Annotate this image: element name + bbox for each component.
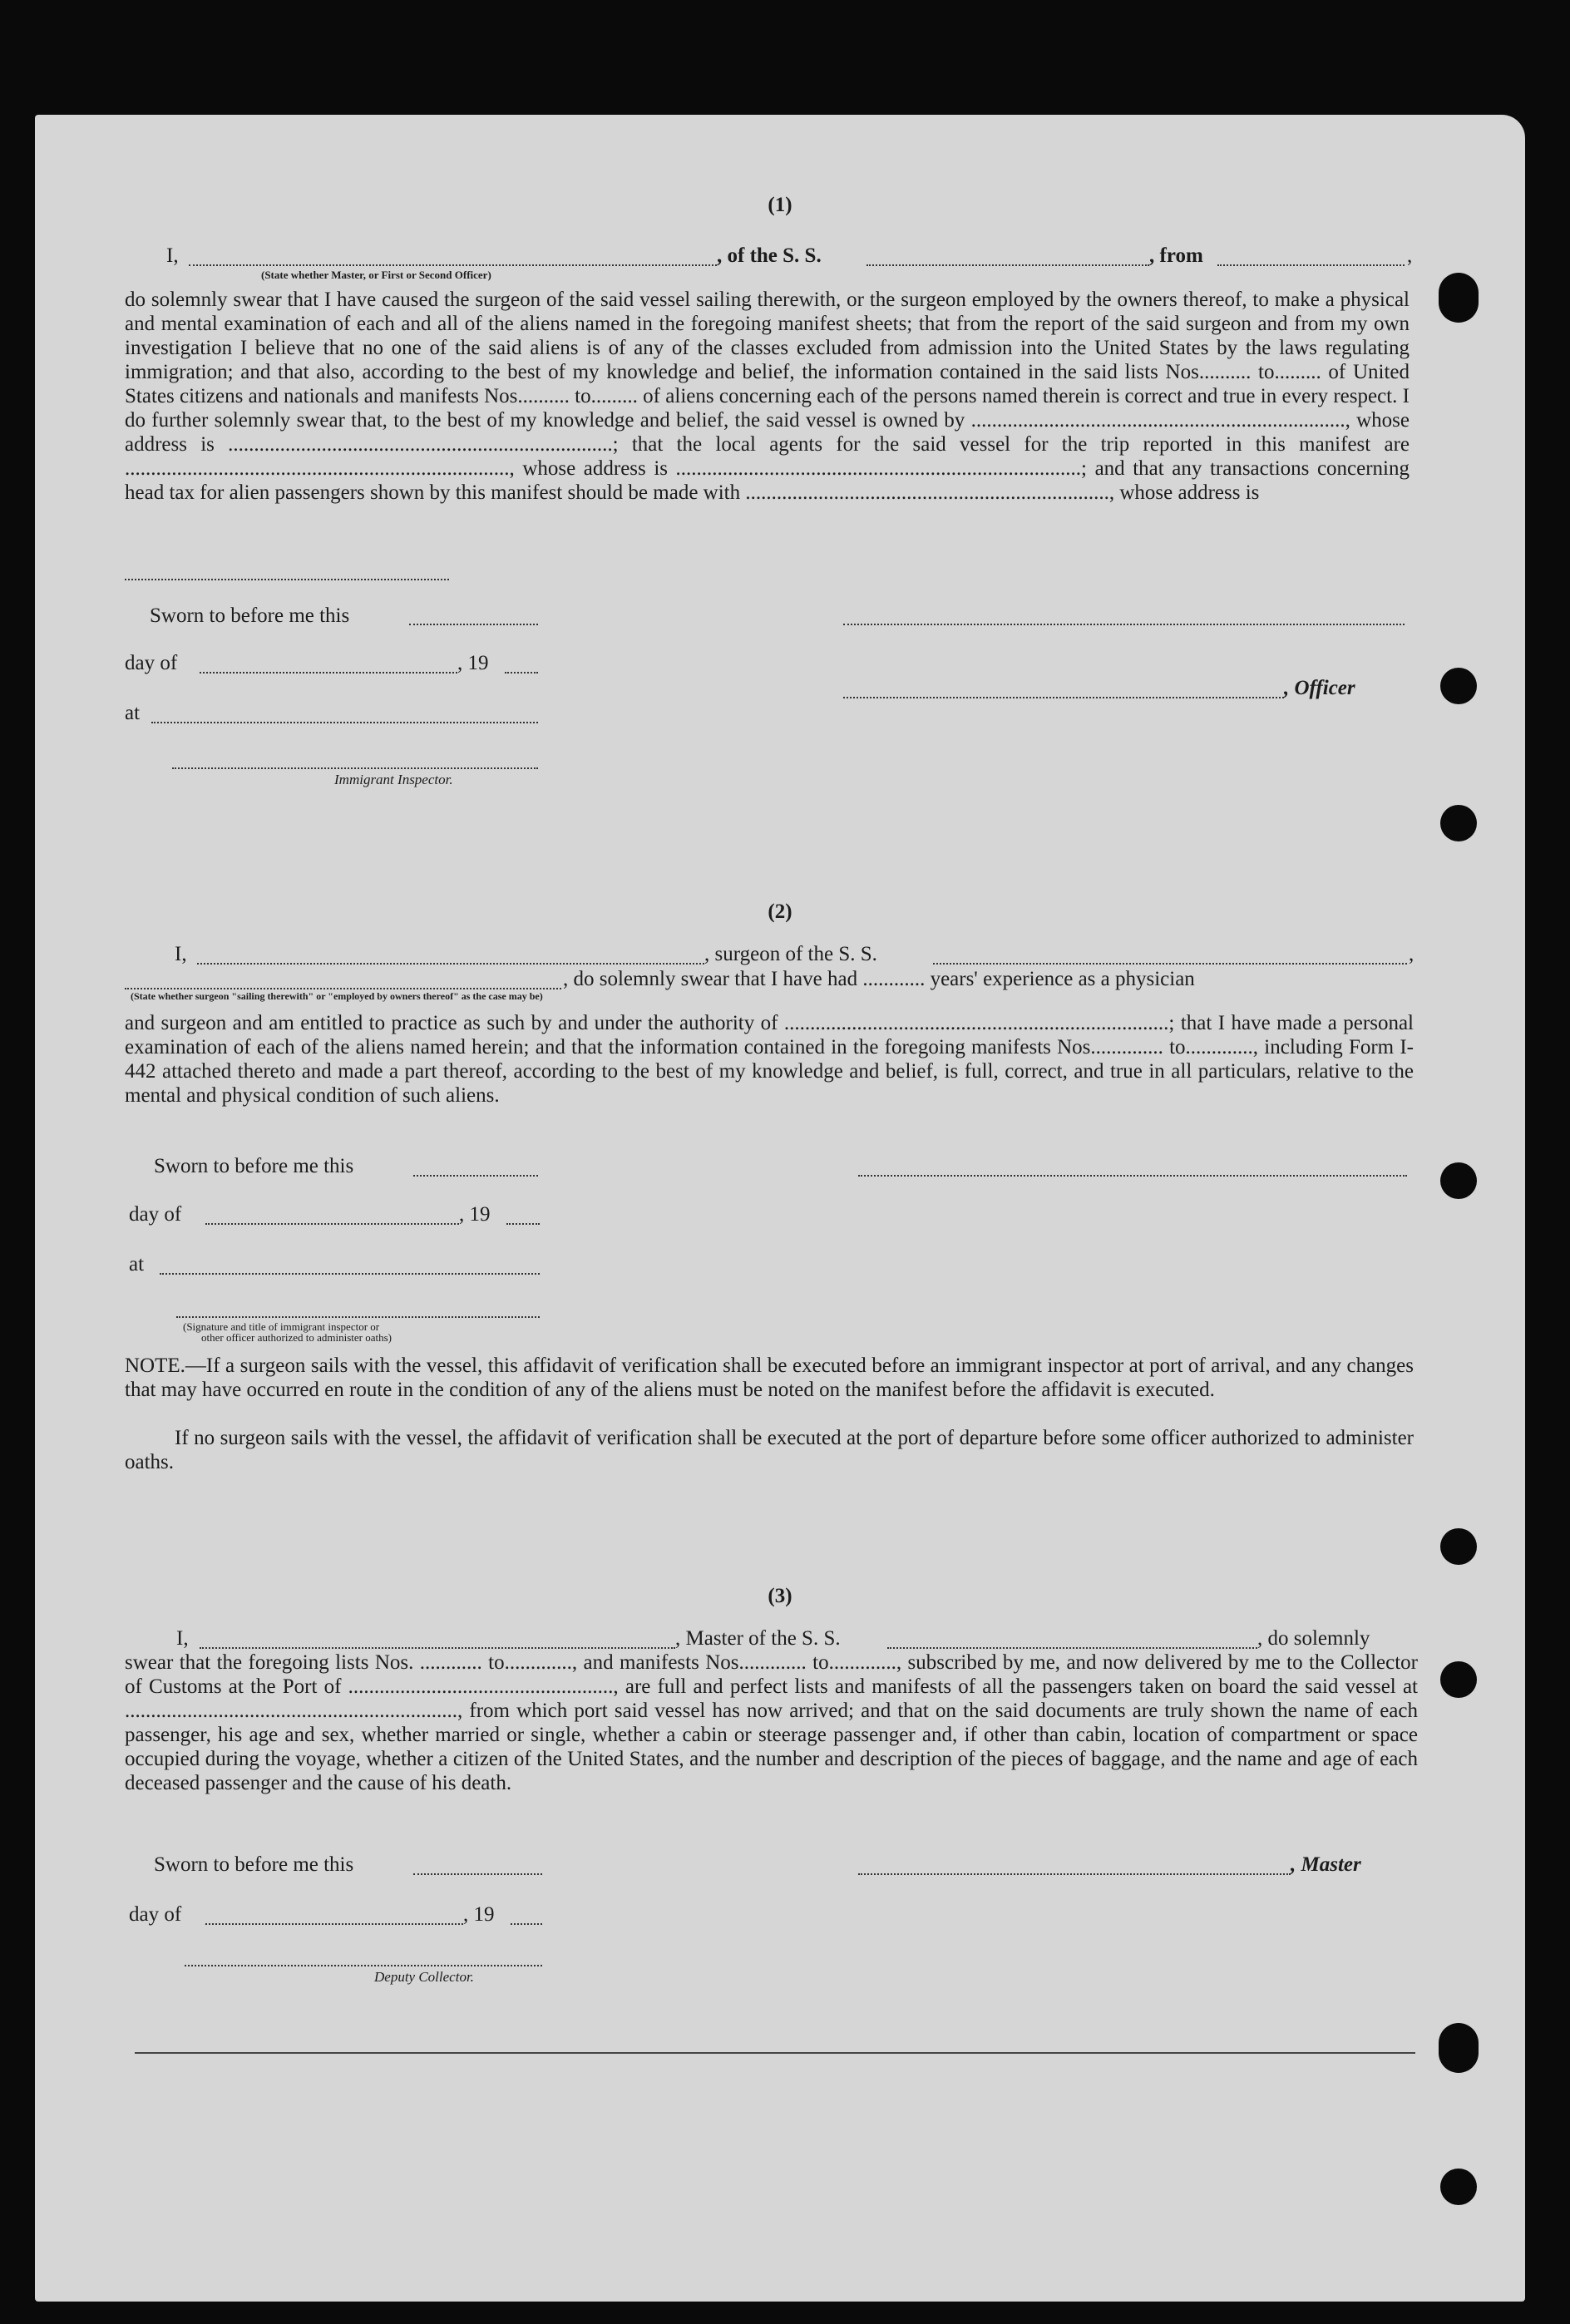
section-3-i: I, [176,1627,189,1650]
section-2-number: (2) [768,900,792,923]
section-2-sworn-date-line[interactable] [413,1175,538,1177]
section-3-number: (3) [768,1585,792,1607]
section-2-body: and surgeon and am entitled to practice as such by and under the authority of ..........................................................................; that I have made a personal examination of each of the aliens named herein; and that the information contained in the foregoing manifests Nos.............. to............., including Form I-442 attached thereto and made a part thereof, according to the best of my knowledge and belief, is full, correct, and true in all particulars, relative to the mental and physical condition of such aliens. [125,1012,1414,1107]
officer-label: , Officer [1284,677,1355,699]
departure-port-line[interactable] [1217,264,1405,266]
section-1-at-line[interactable] [151,722,538,723]
section-1-from: , from [1149,244,1203,267]
section-3-sworn-date-line[interactable] [413,1873,542,1875]
surgeon-status-line[interactable] [125,988,561,989]
section-1-year: , 19 [457,652,489,674]
section-2-year-line[interactable] [506,1223,540,1225]
signature-hint-2: other officer authorized to administer oaths) [201,1331,392,1344]
surgeon-status-hint: (State whether surgeon "sailing therewith" or "employed by owners thereof" as the case may be) [131,990,543,1002]
deputy-label: Deputy Collector. [374,1969,474,1985]
section-3-do-solemnly: , do solemnly [1257,1627,1370,1650]
inspector-oath-signature-line[interactable] [176,1316,540,1318]
section-2-day-of: day of [129,1203,182,1226]
section-3-vessel-line[interactable] [887,1647,1257,1649]
binder-hole-4 [1440,1162,1477,1199]
master-signature-line[interactable] [858,1873,1291,1875]
officer-name-line[interactable] [189,264,717,266]
binder-hole-2 [1440,668,1477,704]
section-2-sworn: Sworn to before me this [154,1155,354,1177]
section-1-of-the-ss: , of the S. S. [717,244,822,267]
section-1-number: (1) [768,194,792,216]
binder-hole-7 [1439,2023,1479,2073]
head-tax-address-line[interactable] [125,579,449,580]
master-label: , Master [1291,1853,1361,1876]
binder-hole-5 [1440,1528,1477,1565]
bottom-rule [135,2052,1415,2054]
surgeon-name-line[interactable] [197,963,704,965]
section-1-year-line[interactable] [505,672,538,674]
section-1-day-of: day of [125,652,178,674]
section-2-i: I, [175,943,187,965]
section-3-sworn: Sworn to before me this [154,1853,354,1876]
section-3-day-of: day of [129,1903,182,1926]
section-2-at-line[interactable] [160,1273,540,1275]
section-2-signature-line[interactable] [858,1175,1407,1177]
signature-hint-1: (Signature and title of immigrant inspector or [183,1320,380,1333]
section-1-day-line[interactable] [200,672,457,674]
officer-signature-line[interactable] [843,697,1284,698]
officer-hint: (State whether Master, or First or Second Officer) [261,269,491,281]
section-1-i: I, [166,244,179,267]
deputy-signature-line[interactable] [185,1965,542,1966]
section-3-body: swear that the foregoing lists Nos. ............ to............., and manifests Nos............. to............., subscribed by me, and now delivered by me to the Collector of Customs at the Port of ..................................................., are full and perfect lists and manifests of all the passengers taken on board the said vessel at ................................................................, from which port said vessel has now arrived; and that on the said documents are truly shown the name of each passenger, his age and sex, whether married or single, whether a cabin or steerage passenger and, if other than cabin, location of compartment or space occupied during the voyage, whether a citizen of the United States, and the number and description of the pieces of baggage, and the name and age of each deceased passenger and the cause of his death. [125,1651,1418,1794]
section-2-at: at [129,1253,145,1275]
section-2-day-line[interactable] [205,1223,459,1225]
inspector-signature-line[interactable] [172,767,538,769]
section-1-body: do solemnly swear that I have caused the surgeon of the said vessel sailing therewith, or the surgeon employed by the owners thereof, to make a physical and mental examination of each and all of the aliens named in the foregoing manifest sheets; that from the report of the said surgeon and from my own investigation I believe that no one of the said aliens is of any of the classes excluded from admission into the United States by the laws regulating immigration; and that also, according to the best of my knowledge and belief, the information contained in the said lists Nos.......... to......... of United States citizens and nationals and manifests Nos.......... to......... of aliens concerning each of the persons named therein is correct and true in every respect. I do further solemnly swear that, to the best of my knowledge and belief, the said vessel is owned by ........................................................................, whose address is ..........................................................................; that the local agents for the said vessel for the trip reported in this manifest are .........................................................................., whose address is ..............................................................................; and that any transactions concerning head tax for alien passengers shown by this manifest should be made with ......................................................................, whose address is [125,289,1410,504]
section-1-signature-line[interactable] [843,624,1405,625]
section-1-sworn: Sworn to before me this [150,604,350,627]
binder-hole-1 [1439,273,1479,323]
section-2-note-2: If no surgeon sails with the vessel, the affidavit of verification shall be executed at the port of departure before some officer authorized to administer oaths. [125,1427,1414,1473]
section-3-year-line[interactable] [511,1923,542,1925]
section-3-day-line[interactable] [205,1923,463,1925]
inspector-label: Immigrant Inspector. [334,772,453,787]
binder-hole-8 [1440,2169,1477,2205]
binder-hole-6 [1440,1661,1477,1698]
section-2-surgeon-of: , surgeon of the S. S. [704,943,877,965]
section-3-year: , 19 [463,1903,495,1926]
section-2-vessel-line[interactable] [933,963,1407,965]
vessel-name-line[interactable] [866,264,1149,266]
section-2-note: NOTE.—If a surgeon sails with the vessel, this affidavit of verification shall be executed before an immigrant inspector at port of arrival, and any changes that may have occurred en route in the condition of any of the aliens must be noted on the manifest before the affidavit is executed. [125,1354,1414,1401]
section-1-sworn-date-line[interactable] [409,624,538,625]
manifest-affidavit-page: (1) I, , of the S. S. , from , (State whether Master, or First or Second Officer) do solemnly swear that I have caused the surgeon of the said vessel sailing therewith, or the surgeon employed by the owners thereof, to make a physical and mental examination of each and all of the aliens named in the foregoing manifest sheets; that from the report of the said surgeon and from my own investigation I believe that no one of the said aliens is of any of the classes excluded from admission into the United States by the laws regulating immigration; and that also, according to the best of my knowledge and belief, the information contained in the said lists Nos.......... to......... of United States citizens and nationals and manifests Nos.......... to......... of aliens concerning each of the persons named therein is correct and true in every respect. I do further solemnly swear that, to the best of my knowledge and belief, the said vessel is owned by ........................................................................, whose address is ..........................................................................; that the local agents for the said vessel for the trip reported in this manifest are .........................................................................., whose address is ..............................................................................; and that any transactions concerning head tax for alien passengers shown by this manifest should be made with ......................................................................, whose address is Sworn to before me this day of , 19 , Officer at Immigrant Inspector. (2) I, , surgeon of the S. S. , , do solemnly swear that I have had ............ years' experience as a physician (State whether surgeon "sailing therewith" or "employed by owners thereof" as the case may be) and surgeon and am entitled to practice as such by and under the authority of ..........................................................................; that I have made a personal examination of each of the aliens named herein; and that the information contained in the foregoing manifests Nos.............. to............., including Form I-442 attached thereto and made a part thereof, according to the best of my knowledge and belief, is full, correct, and true in all particulars, relative to the mental and physical condition of such aliens. Sworn to before me this day of , 19 at (Signature and title of immigrant inspector or other officer authorized to administer oaths) NOTE.—If a surgeon sails with the vessel, this affidavit of verification shall be executed before an immigrant inspector at port of arrival, and any changes that may have occurred en route in the condition of any of the aliens must be noted on the manifest before the affidavit is executed. If no surgeon sails with the vessel, the affidavit of verification shall be executed at the port of departure before some officer authorized to administer oaths. (3) I, , Master of the S. S. , do solemnly swear that the foregoing lists Nos. ............ to............., and manifests Nos............. to............., subscribed by me, and now delivered by me to the Collector of Customs at the Port of ..................................................., are full and perfect lists and manifests of all the passengers taken on board the said vessel at ................................................................, from which port said vessel has now arrived; and that on the said documents are truly shown the name of each passenger, his age and sex, whether married or single, whether a cabin or steerage passenger and, if other than cabin, location of compartment or space occupied during the voyage, whether a citizen of the United States, and the number and description of the pieces of baggage, and the name and age of each deceased passenger and the cause of his death. Sworn to before me this , Master day of , 19 Deputy Collector. [35,115,1525,2302]
section-1-at: at [125,702,141,724]
section-3-master-of: , Master of the S. S. [675,1627,841,1650]
section-2-year: , 19 [459,1203,491,1226]
binder-hole-3 [1440,805,1477,841]
master-name-line[interactable] [200,1647,675,1649]
section-2-swear-line: , do solemnly swear that I have had ............ years' experience as a physician [563,968,1195,990]
